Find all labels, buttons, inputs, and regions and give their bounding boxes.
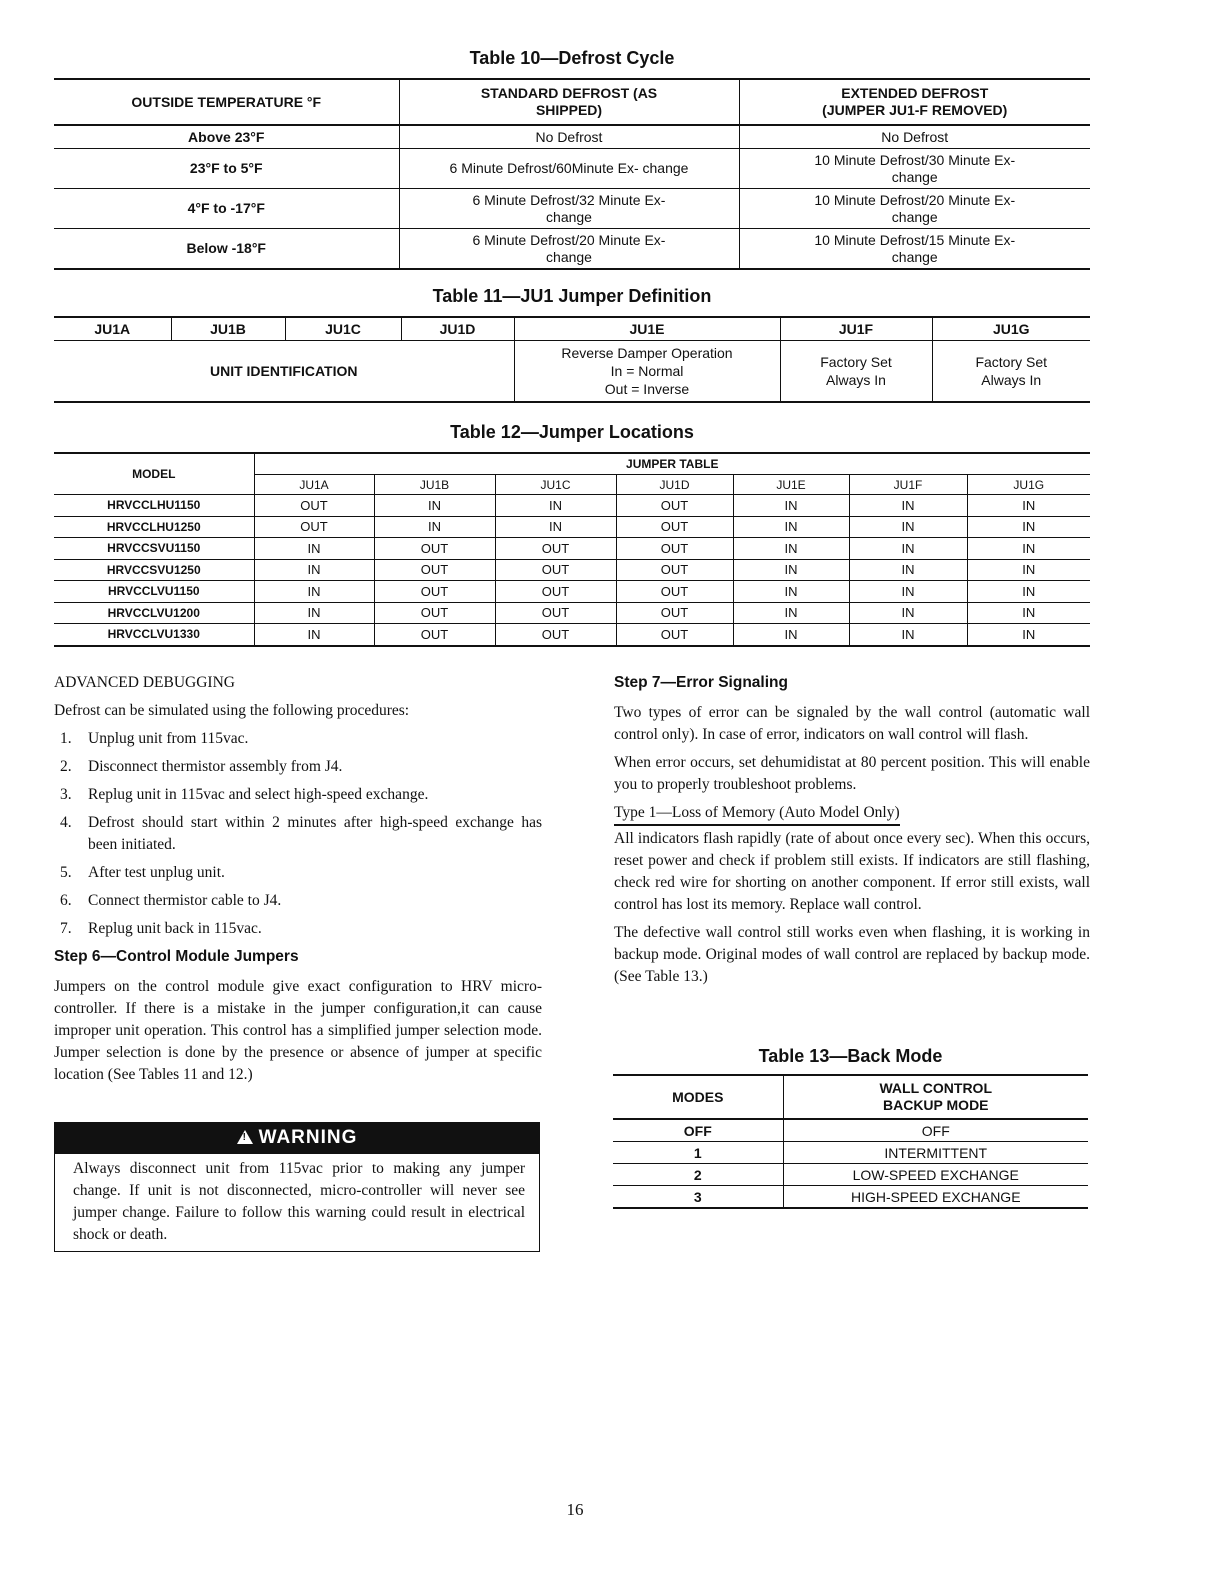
table-header: JU1D xyxy=(401,317,514,341)
table-cell-line: Always In xyxy=(981,372,1042,388)
table10-caption: Table 10—Defrost Cycle xyxy=(469,48,675,68)
ju1g-definition xyxy=(932,341,1090,403)
warning-text: Always disconnect unit from 115vac prior to making any jumper change. If unit is not disconnected, micro-controller will never see jumper change. Failure to follow this warning could result in electrical shock or death. xyxy=(73,1160,525,1243)
jumper-cell: IN xyxy=(967,624,1090,646)
jumper-cell: IN xyxy=(967,581,1090,603)
jumper-cell: IN xyxy=(374,495,495,517)
model-cell: HRVCCSVU1250 xyxy=(54,559,254,581)
jumper-cell: OUT xyxy=(616,495,733,517)
table-row xyxy=(54,495,1090,517)
list-item: 6. Connect thermistor cable to J4. xyxy=(60,892,282,909)
table-header: JU1G xyxy=(967,475,1090,495)
jumper-cell: IN xyxy=(374,516,495,538)
jumper-cell: IN xyxy=(733,516,849,538)
table-cell: No Defrost xyxy=(739,125,1090,149)
table-header: JU1A xyxy=(254,475,374,495)
table-header: JU1C xyxy=(285,317,401,341)
jumper-cell: IN xyxy=(849,538,967,560)
jumper-cell: OUT xyxy=(495,624,616,646)
table-row xyxy=(54,516,1090,538)
jumper-cell: IN xyxy=(849,559,967,581)
table-header: JU1A xyxy=(54,317,171,341)
table-header: JU1B xyxy=(374,475,495,495)
jumper-cell: OUT xyxy=(616,602,733,624)
table-row xyxy=(54,581,1090,603)
jumper-cell: OUT xyxy=(374,559,495,581)
step6-heading: Step 6—Control Module Jumpers xyxy=(54,948,299,965)
jumper-cell: OUT xyxy=(495,581,616,603)
table-cell: INTERMITTENT xyxy=(783,1142,1088,1164)
jumper-cell: IN xyxy=(967,559,1090,581)
table-header: MODES xyxy=(613,1075,783,1119)
warning-triangle-icon: ! xyxy=(237,1130,253,1144)
debug-intro: Defrost can be simulated using the following procedures: xyxy=(54,702,410,719)
jumper-cell: IN xyxy=(967,516,1090,538)
jumper-cell: IN xyxy=(733,581,849,603)
jumper-cell: IN xyxy=(254,624,374,646)
table-cell: 1 xyxy=(613,1142,783,1164)
advanced-debugging-title: ADVANCED DEBUGGING xyxy=(54,674,235,691)
table-cell: No Defrost xyxy=(399,125,739,149)
type1-heading: Type 1—Loss of Memory (Auto Model Only) xyxy=(614,802,900,826)
table-cell: 2 xyxy=(613,1164,783,1186)
jumper-cell: OUT xyxy=(374,602,495,624)
table-cell: OFF xyxy=(613,1119,783,1142)
model-header: MODEL xyxy=(132,467,176,481)
ju1e-definition xyxy=(514,341,780,403)
paragraph: All indicators flash rapidly (rate of about once every sec). When this occurs, reset power and check if problem still exists. If indicators are still flashing, check red wire for shorting on another component. If error still exists, wall control has lost its memory. Replace wall control. xyxy=(614,830,1090,913)
table-cell-line: Always In xyxy=(826,372,886,388)
warning-title: WARNING xyxy=(258,1127,358,1148)
table-cell-line: Out = Inverse xyxy=(604,381,690,397)
table-cell: 10 Minute Defrost/30 Minute Ex- change xyxy=(739,149,1090,189)
jumper-cell: OUT xyxy=(495,602,616,624)
jumper-definition-table xyxy=(54,316,1090,403)
jumper-cell: IN xyxy=(967,495,1090,517)
page-number: 16 xyxy=(566,1500,584,1519)
paragraph: The defective wall control still works even when flashing, it is working in backup mode. Original modes of wall control are replaced by backup mode. (See Table 13.) xyxy=(614,924,1090,985)
jumper-cell: IN xyxy=(849,602,967,624)
jumper-cell: OUT xyxy=(616,516,733,538)
jumper-table-header: JUMPER TABLE xyxy=(254,453,1090,475)
jumper-cell: IN xyxy=(495,495,616,517)
jumper-cell: IN xyxy=(733,559,849,581)
table-row xyxy=(54,559,1090,581)
table-cell: Below -18°F xyxy=(186,240,266,256)
table-header: JU1F xyxy=(849,475,967,495)
list-item: 5. After test unplug unit. xyxy=(60,864,225,881)
jumper-cell: IN xyxy=(733,624,849,646)
list-item: 2. Disconnect thermistor assembly from J4. xyxy=(60,758,343,775)
table-cell: 23°F to 5°F xyxy=(54,149,399,189)
jumper-cell: OUT xyxy=(616,559,733,581)
step7-heading: Step 7—Error Signaling xyxy=(614,674,788,691)
jumper-cell: IN xyxy=(967,538,1090,560)
table-cell-line: Factory Set xyxy=(975,354,1048,370)
table12-caption: Table 12—Jumper Locations xyxy=(450,422,694,442)
model-cell: HRVCCLVU1330 xyxy=(54,624,254,646)
jumper-cell: OUT xyxy=(495,559,616,581)
jumper-cell: OUT xyxy=(374,624,495,646)
warning-header xyxy=(55,1122,539,1154)
list-item: 7. Replug unit back in 115vac. xyxy=(60,920,262,937)
table-cell-line: Factory Set xyxy=(820,354,892,370)
jumper-cell: OUT xyxy=(254,516,374,538)
left-column xyxy=(54,672,542,1086)
table-header: JU1D xyxy=(616,475,733,495)
model-cell: HRVCCLHU1150 xyxy=(54,495,254,517)
jumper-cell: IN xyxy=(849,495,967,517)
table-header: JU1C xyxy=(495,475,616,495)
table-cell: 10 Minute Defrost/20 Minute Ex- change xyxy=(739,189,1090,229)
table-header: JU1G xyxy=(932,317,1090,341)
table-cell: 3 xyxy=(693,1188,702,1205)
paragraph: Two types of error can be signaled by the wall control (automatic wall control only). In case of error, indicators on wall control will flash. xyxy=(614,704,1090,743)
jumper-cell: IN xyxy=(849,516,967,538)
jumper-cell: IN xyxy=(733,495,849,517)
paragraph: When error occurs, set dehumidistat at 80 percent position. This will enable you to properly troubleshoot problems. xyxy=(614,754,1090,793)
model-cell: HRVCCLHU1250 xyxy=(54,516,254,538)
step6-paragraph: Jumpers on the control module give exact configuration to HRV micro-controller. If there is a mistake in the jumper configuration,it can cause improper unit operation. This control has a simplified jumper selection mode. Jumper selection is done by the presence or absence of jumper at specific location (See Tables 11 and 12.) xyxy=(54,978,542,1083)
warning-box xyxy=(54,1122,540,1252)
table-header: JU1F xyxy=(780,317,932,341)
table-header: OUTSIDE TEMPERATURE °F xyxy=(54,79,399,125)
table-row xyxy=(54,538,1090,560)
model-cell: HRVCCSVU1150 xyxy=(54,538,254,560)
jumper-cell: OUT xyxy=(616,538,733,560)
jumper-cell: IN xyxy=(254,559,374,581)
table-row xyxy=(54,602,1090,624)
right-column xyxy=(614,672,1090,988)
jumper-cell: OUT xyxy=(616,581,733,603)
table-cell: 6 Minute Defrost/60Minute Ex- change xyxy=(399,149,739,189)
model-cell: HRVCCLVU1150 xyxy=(54,581,254,603)
jumper-cell: IN xyxy=(254,538,374,560)
table-cell-line: Reverse Damper Operation xyxy=(561,345,733,361)
jumper-cell: IN xyxy=(967,602,1090,624)
list-item: 1. Unplug unit from 115vac. xyxy=(60,730,249,747)
table-cell: OFF xyxy=(783,1119,1088,1142)
jumper-cell: IN xyxy=(849,581,967,603)
unit-identification-cell: UNIT IDENTIFICATION xyxy=(209,363,358,379)
table-row xyxy=(54,624,1090,646)
table-cell: 10 Minute Defrost/15 Minute Ex- change xyxy=(739,229,1090,270)
jumper-locations-table xyxy=(54,452,1090,647)
table-header: JU1E xyxy=(733,475,849,495)
table-cell: LOW-SPEED EXCHANGE xyxy=(783,1164,1088,1186)
model-cell: HRVCCLVU1200 xyxy=(54,602,254,624)
table-cell: 6 Minute Defrost/20 Minute Ex- change xyxy=(399,229,739,270)
table-header: JU1E xyxy=(514,317,780,341)
table-header: JU1B xyxy=(171,317,285,341)
jumper-cell: OUT xyxy=(254,495,374,517)
table-cell-line: In = Normal xyxy=(610,363,684,379)
jumper-cell: OUT xyxy=(616,624,733,646)
jumper-cell: OUT xyxy=(374,581,495,603)
jumper-cell: OUT xyxy=(495,538,616,560)
jumper-cell: IN xyxy=(733,602,849,624)
table-cell: 4°F to -17°F xyxy=(54,189,399,229)
list-item: 4. Defrost should start within 2 minutes after high-speed exchange has been initiated. xyxy=(60,814,542,853)
list-item: 3. Replug unit in 115vac and select high-speed exchange. xyxy=(60,786,429,803)
jumper-cell: IN xyxy=(849,624,967,646)
jumper-cell: OUT xyxy=(374,538,495,560)
debug-steps-list xyxy=(54,728,542,940)
jumper-cell: IN xyxy=(254,581,374,603)
table11-caption: Table 11—JU1 Jumper Definition xyxy=(432,286,712,306)
defrost-cycle-table xyxy=(54,78,1090,270)
table13-caption: Table 13—Back Mode xyxy=(758,1046,943,1066)
jumper-cell: IN xyxy=(733,538,849,560)
back-mode-table xyxy=(613,1074,1088,1209)
table-cell: Above 23°F xyxy=(54,125,399,149)
table-cell: HIGH-SPEED EXCHANGE xyxy=(783,1186,1088,1209)
jumper-cell: IN xyxy=(254,602,374,624)
table-cell: 6 Minute Defrost/32 Minute Ex- change xyxy=(399,189,739,229)
jumper-cell: IN xyxy=(495,516,616,538)
ju1f-definition xyxy=(780,341,932,403)
table-header: WALL CONTROL BACKUP MODE xyxy=(783,1075,1088,1119)
table-header: EXTENDED DEFROST (JUMPER JU1-F REMOVED) xyxy=(739,79,1090,125)
table-header: STANDARD DEFROST (AS SHIPPED) xyxy=(399,79,739,125)
